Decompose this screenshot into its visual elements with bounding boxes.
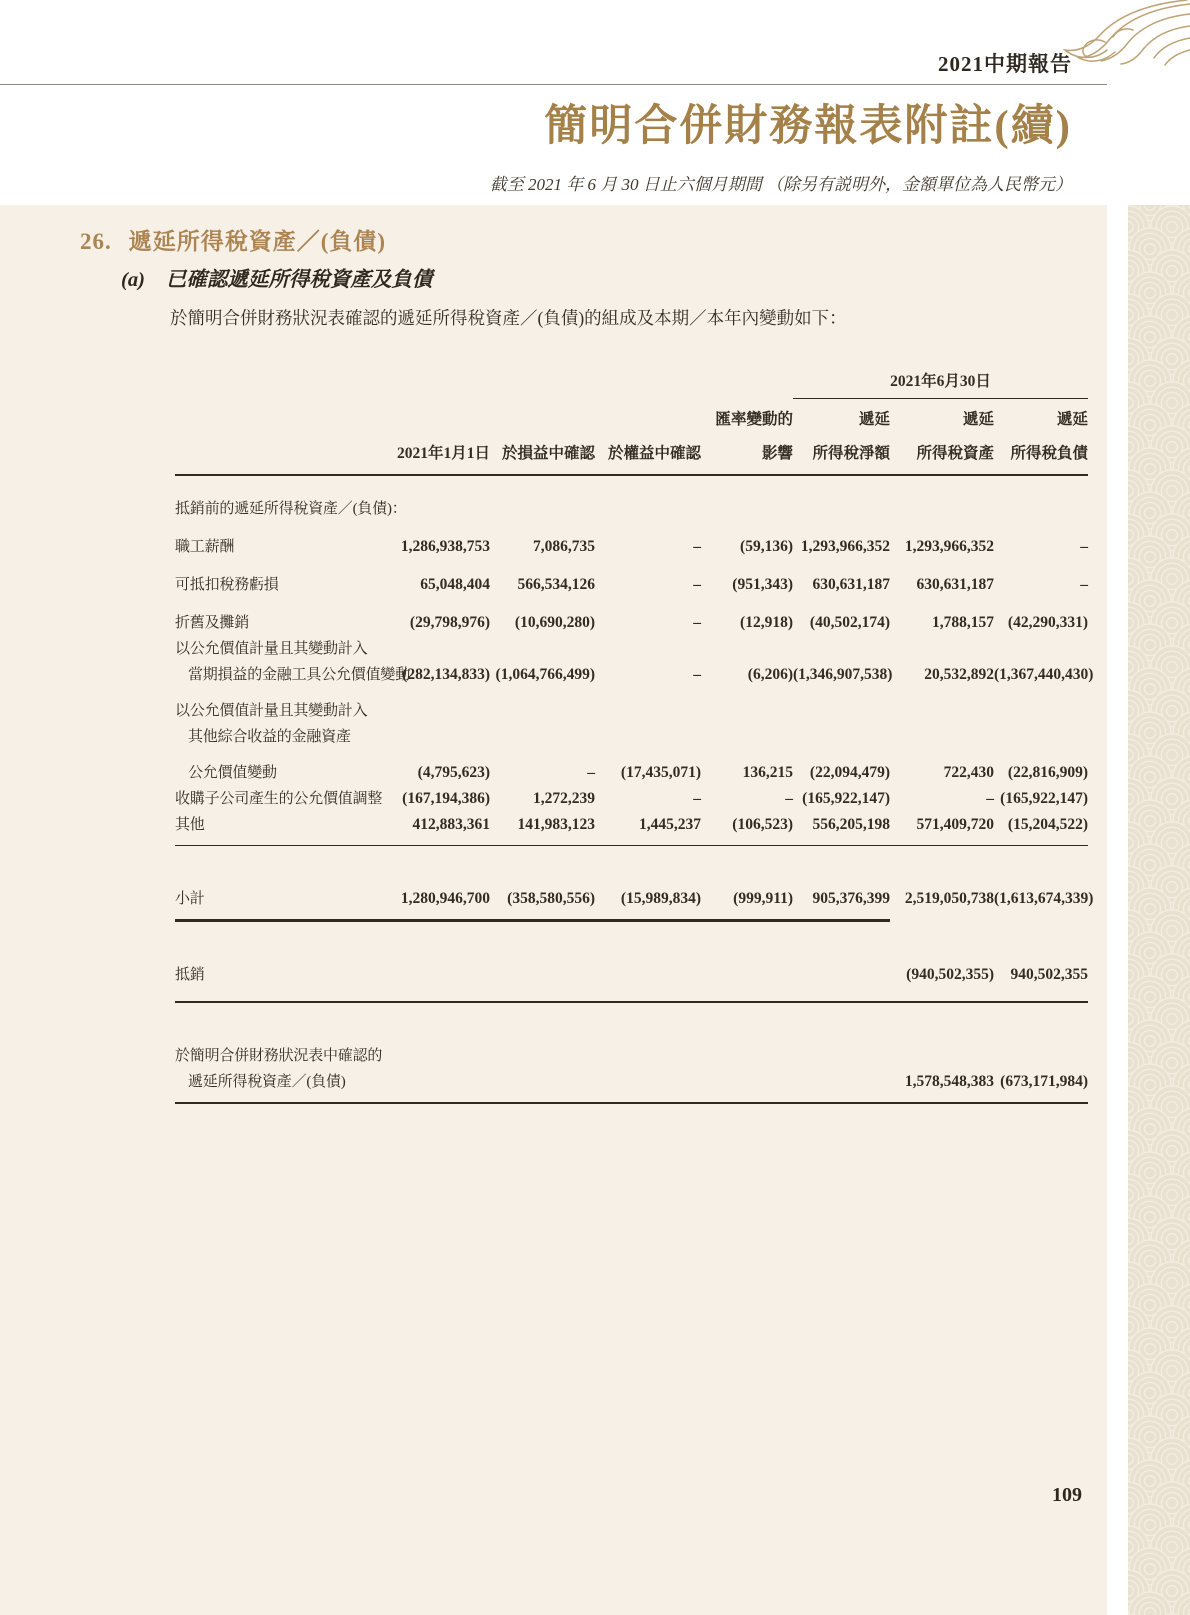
cell-value: (165,922,147) [802, 790, 890, 807]
cell-value: (17,435,071) [620, 764, 701, 781]
header-rule [175, 474, 1088, 476]
table-row [175, 572, 1088, 598]
cell-value: 65,048,404 [420, 576, 490, 593]
subtotal-rule [175, 919, 890, 922]
cell-value: (940,502,355) [906, 966, 994, 983]
cell-value: (15,989,834) [620, 890, 701, 907]
cell-value [595, 1043, 701, 1069]
cell-value [701, 962, 793, 988]
cell-value [390, 698, 490, 724]
cell-value: – [785, 790, 793, 807]
row-label: 當期損益的金融工具公允價值變動 [188, 667, 411, 683]
cell-value: (1,346,907,538) [793, 666, 893, 683]
cell-value: (29,798,976) [409, 614, 490, 631]
row-label: 公允價值變動 [188, 765, 277, 781]
cell-value [701, 636, 793, 662]
column-header: 遞延 [858, 411, 890, 428]
table-row [175, 886, 1094, 912]
cell-value: – [693, 790, 701, 807]
cell-value: 7,086,735 [533, 538, 595, 555]
page-number: 109 [1052, 1484, 1082, 1506]
column-header: 遞延 [1056, 411, 1088, 428]
row-label: 於簡明合併財務狀況表中確認的 [175, 1048, 383, 1064]
row-label: 收購子公司產生的公允價值調整 [175, 791, 383, 807]
subsection-heading [121, 262, 432, 292]
cell-value: (22,094,479) [809, 764, 890, 781]
table-header-row [175, 407, 1088, 433]
subsection-letter: (a) [121, 269, 145, 291]
row-label: 小計 [175, 891, 205, 907]
row-label: 其他 [175, 817, 205, 833]
cell-value: (167,194,386) [402, 790, 490, 807]
cell-value: 566,534,126 [517, 576, 595, 593]
column-header: 於損益中確認 [501, 445, 595, 462]
cell-value [595, 496, 701, 522]
cell-value: (6,206) [747, 666, 793, 683]
cell-value: 722,430 [943, 764, 994, 781]
cell-value: 141,983,123 [517, 816, 595, 833]
cell-value: (1,613,674,339) [994, 890, 1094, 907]
cell-value [890, 698, 994, 724]
cell-value [490, 724, 595, 750]
cell-value [890, 724, 994, 750]
column-header: 於權益中確認 [607, 445, 701, 462]
table-row [175, 786, 1088, 812]
cell-value: (15,204,522) [1007, 816, 1088, 833]
cell-value: 556,205,198 [812, 816, 890, 833]
table-row [175, 1069, 1088, 1104]
row-label: 折舊及攤銷 [175, 615, 250, 631]
row-label: 抵銷 [175, 967, 205, 983]
cell-value: (106,523) [732, 816, 793, 833]
section-heading [80, 223, 386, 256]
cell-value: – [693, 614, 701, 631]
cell-value [390, 1069, 490, 1095]
cell-value [595, 698, 701, 724]
cell-value: 630,631,187 [812, 576, 890, 593]
row-label: 以公允價值計量且其變動計入 [175, 641, 368, 657]
date-column-group-header: 2021年6月30日 [793, 369, 1088, 399]
row-label: 其他綜合收益的金融資產 [188, 729, 351, 745]
cell-value: 571,409,720 [916, 816, 994, 833]
cell-value: (951,343) [732, 576, 793, 593]
cell-value [490, 698, 595, 724]
column-header: 遞延 [962, 411, 994, 428]
cell-value [595, 962, 701, 988]
cell-value: (42,290,331) [1007, 614, 1088, 631]
page-subtitle: 截至 2021 年 6 月 30 日止六個月期間 （除另有説明外，金額單位為人民幣元） [489, 175, 1072, 194]
cell-value [490, 962, 595, 988]
column-header [390, 407, 490, 433]
section-title: 遞延所得稅資產／(負債) [128, 229, 387, 254]
column-header: 所得稅淨額 [812, 445, 890, 462]
subsection-title: 已確認遞延所得稅資產及負債 [165, 269, 433, 291]
report-edition-label: 2021中期報告 [938, 52, 1072, 76]
cell-value: 1,272,239 [533, 790, 595, 807]
cell-value: (59,136) [740, 538, 793, 555]
column-header [490, 407, 595, 433]
cell-value: (165,922,147) [1000, 790, 1088, 807]
column-header [595, 407, 701, 433]
row-label: 可抵扣稅務虧損 [175, 577, 279, 593]
cell-value [890, 1043, 994, 1069]
cell-value [994, 636, 1088, 662]
cell-value [793, 1043, 890, 1069]
table-row [175, 636, 1088, 662]
cell-value [390, 724, 490, 750]
cell-value [994, 1043, 1088, 1069]
cell-value [793, 724, 890, 750]
cell-value: 1,293,966,352 [800, 538, 890, 555]
cell-value: 1,286,938,753 [400, 538, 490, 555]
cell-value: – [986, 790, 994, 807]
cell-value: (1,367,440,430) [994, 666, 1094, 683]
cell-value: (10,690,280) [514, 614, 595, 631]
cell-value: – [587, 764, 595, 781]
cell-value: 1,293,966,352 [904, 538, 994, 555]
row-label: 職工薪酬 [175, 539, 235, 555]
cell-value [793, 698, 890, 724]
cell-value: (358,580,556) [507, 890, 595, 907]
cell-value: (40,502,174) [809, 614, 890, 631]
table-body [175, 407, 1094, 1104]
table-row [175, 760, 1088, 786]
column-header: 影響 [761, 445, 793, 462]
cell-value [390, 496, 490, 522]
cell-value: (999,911) [733, 890, 793, 907]
cell-value: (22,816,909) [1007, 764, 1088, 781]
cell-value: – [693, 666, 701, 683]
cell-value: 1,578,548,383 [904, 1073, 994, 1090]
column-header: 2021年1月1日 [396, 445, 490, 462]
row-label: 以公允價值計量且其變動計入 [175, 703, 368, 719]
cell-value: 1,788,157 [932, 614, 994, 631]
cell-value: – [693, 538, 701, 555]
cell-value [390, 636, 490, 662]
cell-value: 136,215 [742, 764, 793, 781]
cell-value [994, 698, 1088, 724]
column-header: 所得稅負債 [1010, 445, 1088, 462]
cell-value: 20,532,892 [924, 666, 994, 683]
table-row [175, 724, 1088, 750]
cell-value: (282,134,833) [402, 666, 490, 683]
cell-value [490, 636, 595, 662]
column-header: 所得稅資產 [916, 445, 994, 462]
cell-value [701, 496, 793, 522]
cell-value [701, 724, 793, 750]
cell-value [890, 496, 994, 522]
cell-value [490, 1069, 595, 1095]
cell-value: 630,631,187 [916, 576, 994, 593]
content-area [0, 205, 1107, 1615]
column-header [175, 441, 390, 467]
cell-value: – [693, 576, 701, 593]
cell-value [793, 496, 890, 522]
cell-value: (673,171,984) [1000, 1073, 1088, 1090]
cell-value: (12,918) [740, 614, 793, 631]
cell-value [994, 496, 1088, 522]
row-label: 遞延所得稅資產／(負債) [188, 1074, 346, 1090]
cell-value: 2,519,050,738 [904, 890, 994, 907]
cell-value: (4,795,623) [417, 764, 490, 781]
section-number: 26. [80, 229, 112, 254]
cell-value: 412,883,361 [412, 816, 490, 833]
table-row [175, 812, 1088, 846]
seigaiha-pattern-strip [1128, 205, 1190, 1615]
table-row [175, 534, 1088, 560]
column-header [175, 407, 390, 433]
table-row [175, 698, 1088, 724]
cell-value [595, 724, 701, 750]
cell-value: – [1080, 576, 1088, 593]
cell-value [994, 724, 1088, 750]
cell-value [890, 636, 994, 662]
page-title: 簡明合併財務報表附註(續) [544, 103, 1072, 150]
table-row [175, 662, 1094, 688]
cell-value [490, 496, 595, 522]
cell-value: 905,376,399 [812, 890, 890, 907]
cell-value: – [1080, 538, 1088, 555]
cell-value [595, 1069, 701, 1095]
cell-value [595, 636, 701, 662]
cell-value [793, 636, 890, 662]
cell-value: 940,502,355 [1010, 966, 1088, 983]
cell-value [390, 1043, 490, 1069]
column-header: 匯率變動的 [715, 411, 793, 428]
cell-value: 1,445,237 [639, 816, 701, 833]
cell-value [701, 1043, 793, 1069]
intro-paragraph: 於簡明合併財務狀況表確認的遞延所得稅資產／(負債)的組成及本期／本年內變動如下： [170, 308, 847, 328]
cell-value [390, 962, 490, 988]
cell-value: 1,280,946,700 [400, 890, 490, 907]
row-label: 抵銷前的遞延所得稅資產／(負債)： [175, 501, 407, 517]
table-row [175, 610, 1088, 636]
cell-value [701, 1069, 793, 1095]
cell-value [793, 962, 890, 988]
cell-value: (1,064,766,499) [495, 666, 595, 683]
table-header-row [175, 441, 1088, 467]
cell-value [701, 698, 793, 724]
table-row [175, 1043, 1088, 1069]
table-row [175, 496, 1088, 522]
deferred-tax-table [175, 355, 1094, 1104]
header-divider [0, 84, 1107, 85]
table-row [175, 962, 1088, 1003]
cell-value [793, 1069, 890, 1095]
cell-value [490, 1043, 595, 1069]
